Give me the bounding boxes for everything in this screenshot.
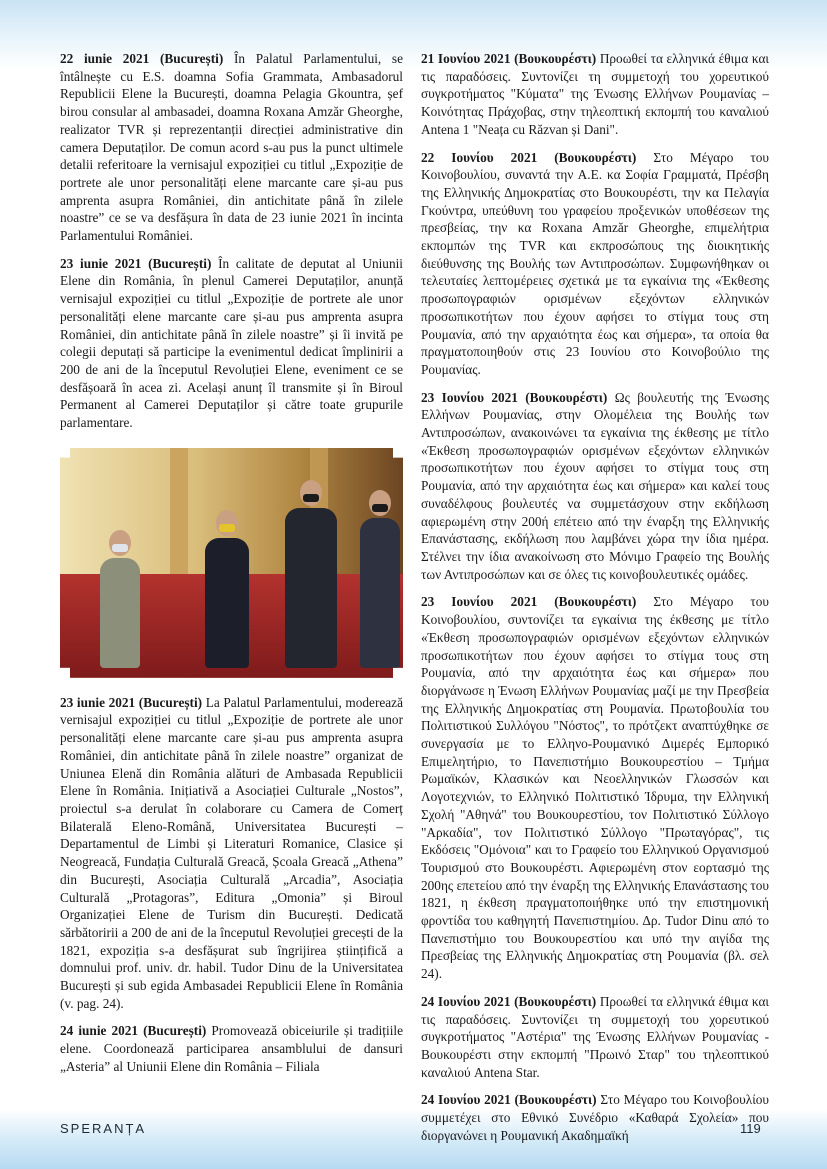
paragraph-text: Promovează obiceiurile și tradițiile elene. Coordonează participarea ansamblului de dansuri „Asteria” al Uniunii Elene din România – Filiala — [60, 1023, 403, 1074]
paragraph-text: Στο Μέγαρο του Κοινοβουλίου, συντονίζει τα εγκαίνια της έκθεσης με τίτλο «Έκθεση προσωπογραφιών ορισμένων εξεχόντων ελληνικών προσωπικοτήτων που έχουν αφήσει το στίγμα τους στη Ρουμανία, από την αρχαιότητα έως και σήμερα» που διοργάνωσε η Ένωση Ελλήνων Ρουμανίας μαζί με την Πρεσβεία της Ελληνικής Δημοκρατίας στη Ρουμανία. Πρωτοβουλία του Πολιτιστικού Συλλόγου "Νόστος", το πρότζεκτ αναπτύχθηκε σε συνεργασία με το Ελληνο-Ρουμανικό Διμερές Εμπορικό Επιμελητήριο, το Πανεπιστήμιο Βουκουρεστίου – Τμήμα Ρωμαϊκών, Κλασικών και Νεοελληνικών Γλωσσών και Λογοτεχνιών, το Ελληνικό Πολιτιστικό Ίδρυμα, την Ελληνική Σχολή "Αθηνά" του Βουκουρεστίου, τον Πολιτιστικό Σύλλογο "Αρκαδία", τον Πολιτιστικό Σύλλογο "Πρωταγόρας", τις Εκδόσεις "Ομόνοια" και το Γραφείο του Ελληνικού Οργανισμού Τουρισμού στο Βουκουρέστι. Αφιερωμένη στον εορτασμό της 200ης επετείου από την έναρξη της Ελληνικής Επανάστασης του 1821, η έκθεση πραγματοποιήθηκε υπό την επιστημονική φροντίδα του καθηγητή Πανεπιστημίου. Δρ. Tudor Dinu από το Πανεπιστήμιο του Βουκουρεστίου και υπό την αιγίδα της Πρεσβείας της Ελληνικής Δημοκρατίας στη Ρουμανία (βλ. σελ 24). — [421, 594, 770, 982]
paragraph-date: 23 iunie 2021 (București) — [60, 694, 203, 710]
paragraph-text: Προωθεί τα ελληνικά έθιμα και τις παραδόσεις. Συντονίζει τη συμμετοχή του χορευτικού συγκροτήματος "Αστέρια" της Ένωσης Ελλήνων Ρουμανίας - Βουκουρέστι στην εκπομπή "Πρωινό Σταρ" του τηλεοπτικού καναλιού Antena Star. — [421, 993, 769, 1080]
photo-person — [360, 518, 400, 668]
left-column — [60, 50, 403, 1116]
paragraph-text: Στο Μέγαρο του Κοινοβουλίου, συναντά την Α.Ε. κα Σοφία Γραμματά, Πρέσβη της Ελληνικής Δημοκρατίας στο Βουκουρέστι, την κα Πελαγία Γκούντρα, υπεύθυνη του γραφείου προξενικών υποθέσεων της πρεσβείας, την κα Roxana Amzăr Gheorghe, επιμελήτρια εκπομπών της TVR και εκπροσώπους της διοικητικής διεύθυνσης της Βουλής των Αντιπροσώπων. Συμφωνήθηκαν οι τελευταίες λεπτομέρειες σχετικά με τα εγκαίνια της «Έκθεσης προσωπογραφιών ορισμένων εξεχόντων ελληνικών προσωπικοτήτων που έχουν αφήσει το στίγμα τους στη Ρουμανία, από την αρχαιότητα έως και σήμερα», τα οποία θα πραγματοποιηθούν στις 23 Ιουνίου στο Κοινοβούλιο της Ρουμανίας. — [421, 149, 770, 377]
paragraph — [421, 50, 769, 139]
paragraph-date: 22 Ιουνίου 2021 (Βουκουρέστι) — [421, 149, 637, 165]
photo-person — [285, 508, 337, 668]
paragraph-date: 22 iunie 2021 (București) — [60, 51, 224, 66]
paragraph-text: În Palatul Parlamentului, se întâlnește cu E.S. doamna Sofia Grammata, Ambasadorul Republicii Elene la București, doamna Pelagia Gkountra, șef birou consular al ambasadei, doamna Roxana Amzăr Gheorghe, realizator TVR și reprezentanții direcției administrative din camera Deputaților. De comun acord s-au pus la punct ultimele detalii referitoare la vernisajul expoziției cu titlul „Expoziție de portrete ale unor personalități elene marcante care și-au pus amprenta asupra României, din antichitate până în zilele noastre” ce se va desfășura în data de 23 iunie 2021 în incinta Parlamentului României. — [60, 51, 403, 244]
paragraph-date: 21 Ιουνίου 2021 (Βουκουρέστι) — [421, 51, 597, 66]
paragraph-date: 24 Ιουνίου 2021 (Βουκουρέστι) — [421, 993, 597, 1009]
paragraph-date: 23 iunie 2021 (București) — [60, 255, 212, 271]
paragraph-date: 24 Ιουνίου 2021 (Βουκουρέστι) — [421, 1092, 597, 1108]
paragraph — [60, 694, 403, 1013]
paragraph — [60, 1022, 403, 1075]
paragraph-text: Στο Μέγαρο του Κοινοβουλίου συμμετέχει στο Εθνικό Συνέδριο «Καθαρά Σχολεία» που διοργανώνει η Ρουμανική Ακαδημαϊκή — [421, 1092, 770, 1143]
paragraph — [421, 149, 769, 379]
paragraph — [421, 1091, 769, 1144]
photo-pillar — [170, 448, 188, 586]
paragraph — [60, 255, 403, 432]
event-photo — [60, 448, 403, 678]
paragraph-date: 23 Ιουνίου 2021 (Βουκουρέστι) — [421, 389, 608, 405]
paragraph-text: Ως βουλευτής της Ένωσης Ελλήνων Ρουμανίας, στην Ολομέλεια της Βουλής των Αντιπροσώπων, ανακοινώνει τα εγκαίνια της έκθεσης με τίτλο «Έκθεση προσωπογραφιών ορισμένων εξεχόντων ελληνικών προσωπικοτήτων που έχουν αφήσει το στίγμα τους στη Ρουμανία, από την αρχαιότητα έως και σήμερα» και καλεί τους συναδέλφους βουλευτές να συμμετάσχουν στην εκδήλωση αφιερωμένη στην 200ή επέτειο από την έναρξη της Ελληνικής Επανάστασης, εκδήλωση που λαμβάνει χώρα την ίδια ημέρα. Στέλνει την ίδια ανακοίνωση στο Μόνιμο Γραφείο της Βουλής των Αντιπροσώπων και σε όλες τις κοινοβουλευτικές ομάδες. — [421, 389, 770, 582]
paragraph — [421, 389, 769, 584]
paragraph-text: În calitate de deputat al Uniunii Elene din România, în plenul Camerei Deputaților, anunță vernisajul expoziției cu titlul „Expoziție de portrete ale unor personalități elene marcante care și-au pus amprenta asupra României, din antichitate până în zilele noastre” și îi invită pe colegii deputați să participe la evenimentul dedicat împlinirii a 200 de ani de la începutul Revoluției Elene, eveniment ce se desfășoară în acea zi. Același anunț îl transmite și în Biroul Permanent al Camerei Deputaților și către toate grupurile parlamentare. — [60, 255, 403, 431]
paragraph — [60, 50, 403, 245]
paragraph-date: 23 Ιουνίου 2021 (Βουκουρέστι) — [421, 594, 637, 610]
paragraph-date: 24 iunie 2021 (București) — [60, 1023, 207, 1039]
paragraph-text: La Palatul Parlamentului, moderează vernisajul expoziției cu titlul „Expoziție de portrete ale unor personalități elene marcante care și-au pus amprenta asupra României, din antichitate până în zilele noastre” organizat de Uniunea Elenă din România alături de Ambasada Republicii Elene în România. Inițiativă a Asociației Culturale „Nostos”, proiectul s-a derulat în colaborare cu Camera de Comerț Bilaterală Eleno-Română, Universitatea București – Departamentul de Limbi și Literaturi Romanice, Clasice și Neogreacă, Fundația Culturală Greacă, Școala Greacă „Athena” din București, Asociația Culturală „Arcadia”, Asociația Culturală „Protagoras”, Editura „Omonia” și Biroul Organizației Elene de Turism din București. Dedicată sărbătoririi a 200 de ani de la începutul Revoluției grecești de la 1821, expoziția s-a desfășurat sub îngrijirea științifică a domnului prof. univ. dr. habil. Tudor Dinu de la Universitatea București și sub egida Ambasadei Republicii Elene în România (v. pag. 24). — [60, 694, 403, 1011]
paragraph — [421, 593, 769, 982]
publication-name: SPERANȚA — [60, 1121, 147, 1136]
paragraph — [421, 993, 769, 1082]
photo-person — [100, 558, 140, 668]
page-number: 119 — [740, 1121, 761, 1136]
paragraph-text: Προωθεί τα ελληνικά έθιμα και τις παραδόσεις. Συντονίζει τη συμμετοχή του χορευτικού συγκροτήματος "Κύματα" της Ένωσης Ελλήνων Ρουμανίας – Κοινότητας Πράχοβας, στην τηλεοπτική εκπομπή του καναλιού Antena 1 "Neața cu Răzvan și Dani". — [421, 51, 769, 137]
photo-person — [205, 538, 249, 668]
